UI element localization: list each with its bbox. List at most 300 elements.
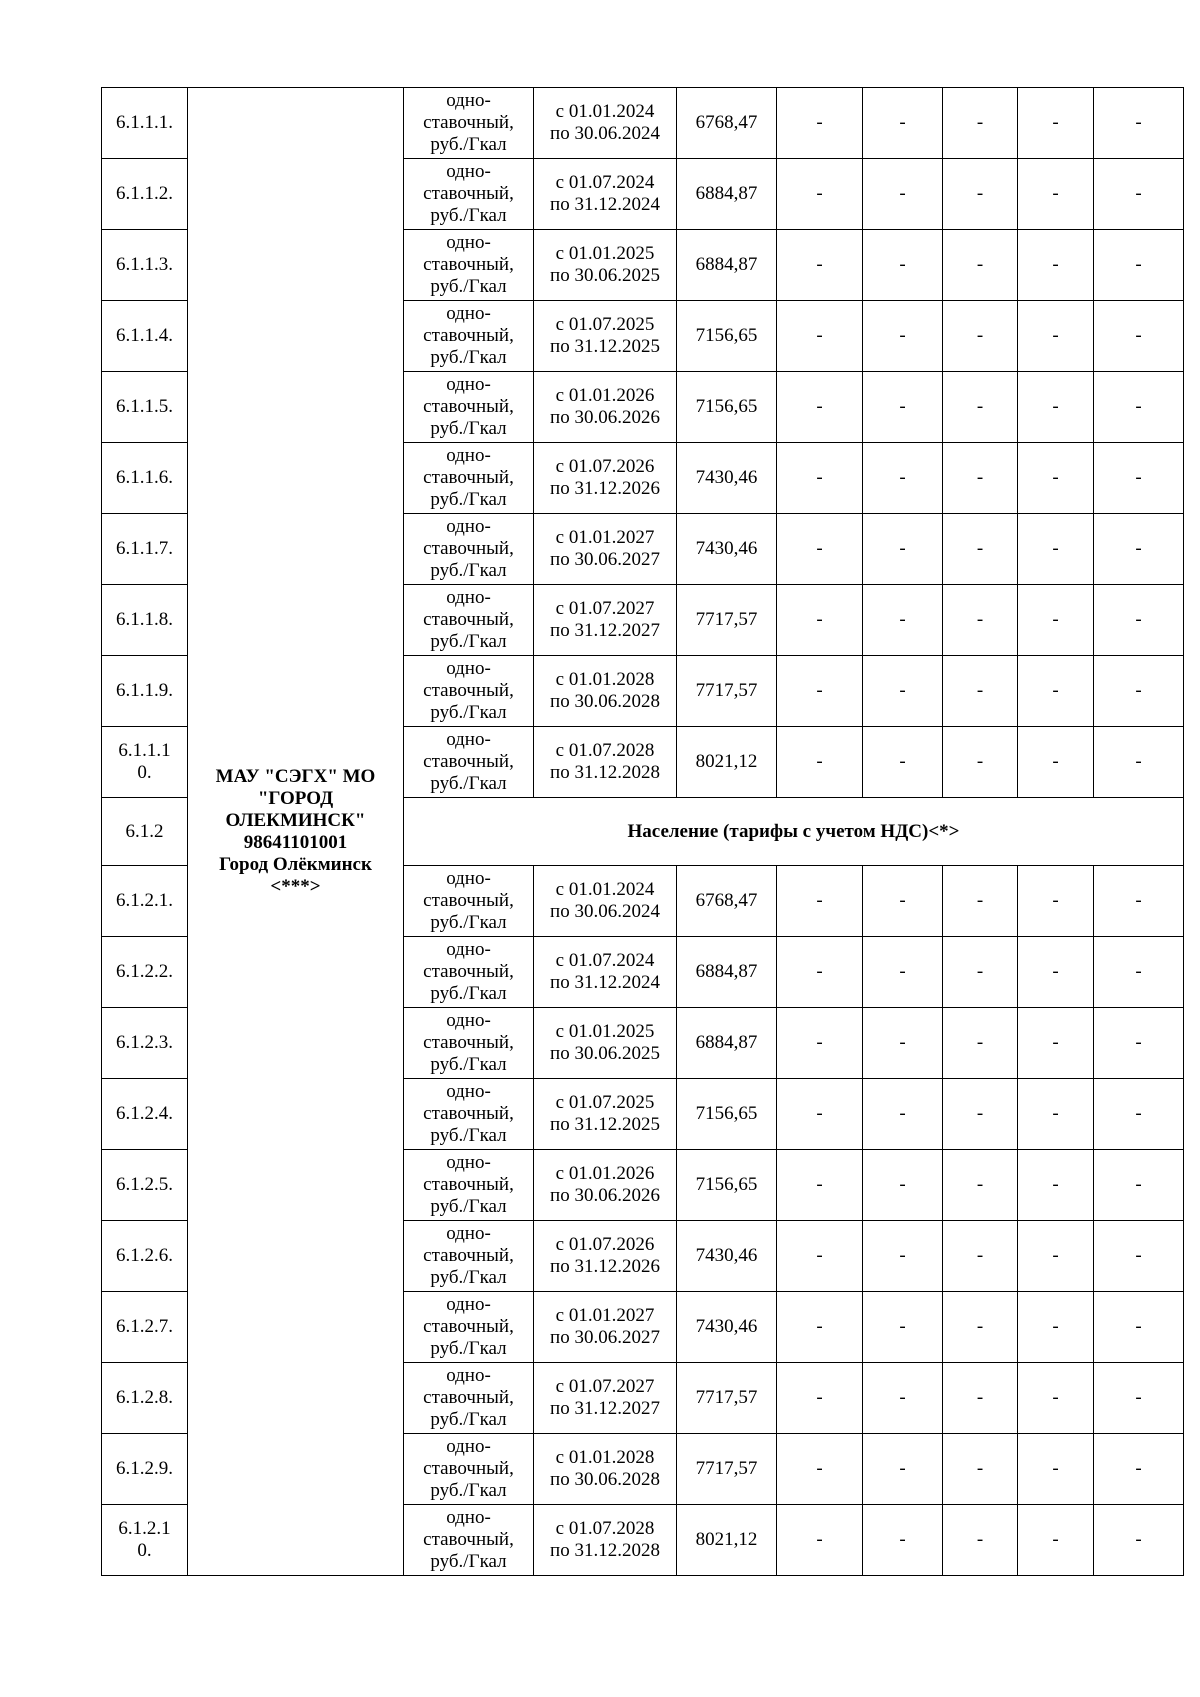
empty-value-dash: - <box>1094 88 1184 159</box>
empty-value-dash: - <box>1018 1363 1094 1434</box>
tariff-type-line: одно- <box>446 303 491 324</box>
empty-value-dash: - <box>1018 372 1094 443</box>
tariff-type-line: одно- <box>446 868 491 889</box>
period-cell <box>534 372 677 443</box>
period-from: с 01.07.2028 <box>555 1518 655 1539</box>
tariff-type-line: руб./Гкал <box>430 418 507 439</box>
tariff-type-line: одно- <box>446 729 491 750</box>
empty-value-dash: - <box>1018 230 1094 301</box>
period-cell <box>534 585 677 656</box>
organization-name-line: Город Олёкминск <box>219 853 372 875</box>
row-number-line: 6.1.1.4. <box>116 325 173 346</box>
tariff-type-line: одно- <box>446 1507 491 1528</box>
tariff-type-cell <box>404 443 534 514</box>
tariff-type-line: ставочный, <box>423 1458 514 1479</box>
row-number-line: 6.1.2.9. <box>116 1458 173 1479</box>
empty-value-dash: - <box>1094 1292 1184 1363</box>
period-from: с 01.01.2025 <box>555 243 655 264</box>
empty-value-dash: - <box>777 372 863 443</box>
empty-value-dash: - <box>943 585 1018 656</box>
empty-value-dash: - <box>777 1363 863 1434</box>
tariff-type-line: руб./Гкал <box>430 773 507 794</box>
row-number <box>102 585 188 656</box>
period-to: по 30.06.2027 <box>550 1327 660 1348</box>
tariff-value: 6768,47 <box>677 88 777 159</box>
empty-value-dash: - <box>1018 1079 1094 1150</box>
empty-value-dash: - <box>1018 1292 1094 1363</box>
tariff-value: 7430,46 <box>677 514 777 585</box>
period-to: по 31.12.2024 <box>550 972 660 993</box>
tariff-type-line: одно- <box>446 658 491 679</box>
row-number-line: 6.1.2.6. <box>116 1245 173 1266</box>
tariff-type-line: одно- <box>446 374 491 395</box>
row-number <box>102 727 188 798</box>
period-from: с 01.01.2028 <box>555 669 655 690</box>
tariff-type-cell <box>404 230 534 301</box>
period-cell <box>534 656 677 727</box>
row-number <box>102 656 188 727</box>
empty-value-dash: - <box>1018 1150 1094 1221</box>
period-cell <box>534 159 677 230</box>
tariff-type-line: одно- <box>446 90 491 111</box>
empty-value-dash: - <box>863 656 943 727</box>
empty-value-dash: - <box>863 301 943 372</box>
tariff-type-line: ставочный, <box>423 1316 514 1337</box>
empty-value-dash: - <box>1094 230 1184 301</box>
period-to: по 31.12.2024 <box>550 194 660 215</box>
empty-value-dash: - <box>943 656 1018 727</box>
period-from: с 01.01.2024 <box>555 879 655 900</box>
empty-value-dash: - <box>1018 301 1094 372</box>
empty-value-dash: - <box>1018 585 1094 656</box>
empty-value-dash: - <box>943 1505 1018 1576</box>
empty-value-dash: - <box>863 1292 943 1363</box>
empty-value-dash: - <box>777 1150 863 1221</box>
period-to: по 30.06.2028 <box>550 691 660 712</box>
empty-value-dash: - <box>863 1505 943 1576</box>
period-from: с 01.07.2025 <box>555 1092 655 1113</box>
empty-value-dash: - <box>777 230 863 301</box>
empty-value-dash: - <box>943 937 1018 1008</box>
tariff-type-line: ставочный, <box>423 961 514 982</box>
empty-value-dash: - <box>943 443 1018 514</box>
tariff-type-cell <box>404 866 534 937</box>
period-to: по 31.12.2028 <box>550 1540 660 1561</box>
row-number-line: 6.1.1.1 <box>118 740 171 761</box>
empty-value-dash: - <box>863 88 943 159</box>
empty-value-dash: - <box>1094 1079 1184 1150</box>
organization-name-line: МАУ "СЭГХ" МО <box>215 765 376 787</box>
row-number <box>102 1505 188 1576</box>
empty-value-dash: - <box>863 937 943 1008</box>
tariff-type-line: ставочный, <box>423 254 514 275</box>
tariff-value: 7156,65 <box>677 372 777 443</box>
row-number-line: 6.1.1.9. <box>116 680 173 701</box>
period-cell <box>534 1434 677 1505</box>
tariff-type-cell <box>404 727 534 798</box>
tariff-type-line: ставочный, <box>423 751 514 772</box>
tariff-value: 6884,87 <box>677 159 777 230</box>
tariff-type-line: руб./Гкал <box>430 1551 507 1572</box>
empty-value-dash: - <box>1018 443 1094 514</box>
row-number-line: 6.1.2.3. <box>116 1032 173 1053</box>
empty-value-dash: - <box>943 1079 1018 1150</box>
tariff-type-line: одно- <box>446 587 491 608</box>
row-number <box>102 514 188 585</box>
empty-value-dash: - <box>777 1008 863 1079</box>
tariff-type-line: ставочный, <box>423 680 514 701</box>
empty-value-dash: - <box>1094 585 1184 656</box>
row-number-line: 6.1.2 <box>125 820 164 842</box>
row-number <box>102 88 188 159</box>
tariff-type-line: руб./Гкал <box>430 983 507 1004</box>
row-number-line: 6.1.2.1. <box>116 890 173 911</box>
tariff-type-line: одно- <box>446 445 491 466</box>
tariff-type-line: руб./Гкал <box>430 1054 507 1075</box>
period-from: с 01.01.2024 <box>555 101 655 122</box>
empty-value-dash: - <box>863 1434 943 1505</box>
row-number-line: 6.1.2.4. <box>116 1103 173 1124</box>
period-cell <box>534 866 677 937</box>
empty-value-dash: - <box>777 1505 863 1576</box>
period-from: с 01.07.2026 <box>555 456 655 477</box>
empty-value-dash: - <box>1018 1505 1094 1576</box>
period-to: по 31.12.2025 <box>550 336 660 357</box>
period-to: по 31.12.2025 <box>550 1114 660 1135</box>
row-number <box>102 230 188 301</box>
organization-cell <box>188 88 404 1576</box>
tariff-type-line: одно- <box>446 1223 491 1244</box>
period-from: с 01.01.2028 <box>555 1447 655 1468</box>
tariff-type-line: руб./Гкал <box>430 134 507 155</box>
period-from: с 01.07.2025 <box>555 314 655 335</box>
tariff-type-line: руб./Гкал <box>430 1480 507 1501</box>
period-to: по 31.12.2027 <box>550 620 660 641</box>
tariff-value: 7156,65 <box>677 1079 777 1150</box>
table-body <box>102 88 1184 1576</box>
empty-value-dash: - <box>1094 727 1184 798</box>
period-to: по 31.12.2028 <box>550 762 660 783</box>
empty-value-dash: - <box>1094 1221 1184 1292</box>
tariff-value: 6884,87 <box>677 937 777 1008</box>
empty-value-dash: - <box>863 1079 943 1150</box>
row-number-line: 6.1.1.2. <box>116 183 173 204</box>
row-number <box>102 443 188 514</box>
tariff-value: 7717,57 <box>677 656 777 727</box>
tariff-type-line: одно- <box>446 232 491 253</box>
period-cell <box>534 88 677 159</box>
tariff-type-line: руб./Гкал <box>430 1409 507 1430</box>
period-to: по 30.06.2027 <box>550 549 660 570</box>
period-from: с 01.07.2024 <box>555 950 655 971</box>
tariff-type-line: руб./Гкал <box>430 347 507 368</box>
row-number <box>102 1221 188 1292</box>
period-cell <box>534 727 677 798</box>
empty-value-dash: - <box>1018 159 1094 230</box>
period-cell <box>534 1079 677 1150</box>
empty-value-dash: - <box>863 372 943 443</box>
period-cell <box>534 230 677 301</box>
tariff-value: 7717,57 <box>677 585 777 656</box>
row-number <box>102 1150 188 1221</box>
empty-value-dash: - <box>777 301 863 372</box>
period-from: с 01.01.2026 <box>555 1163 655 1184</box>
empty-value-dash: - <box>777 1292 863 1363</box>
tariff-type-line: ставочный, <box>423 1174 514 1195</box>
row-number <box>102 1292 188 1363</box>
row-number-line: 0. <box>137 762 152 783</box>
tariff-type-line: ставочный, <box>423 890 514 911</box>
period-from: с 01.01.2026 <box>555 385 655 406</box>
period-from: с 01.07.2024 <box>555 172 655 193</box>
organization-name-line: "ГОРОД <box>257 787 334 809</box>
empty-value-dash: - <box>1018 514 1094 585</box>
empty-value-dash: - <box>943 866 1018 937</box>
row-number <box>102 1008 188 1079</box>
empty-value-dash: - <box>1018 88 1094 159</box>
empty-value-dash: - <box>943 1008 1018 1079</box>
tariff-type-cell <box>404 585 534 656</box>
period-from: с 01.07.2027 <box>555 1376 655 1397</box>
period-to: по 30.06.2026 <box>550 407 660 428</box>
period-cell <box>534 1363 677 1434</box>
tariff-type-line: одно- <box>446 1365 491 1386</box>
tariff-type-line: одно- <box>446 516 491 537</box>
period-from: с 01.01.2025 <box>555 1021 655 1042</box>
period-cell <box>534 443 677 514</box>
row-number-line: 6.1.2.8. <box>116 1387 173 1408</box>
empty-value-dash: - <box>1094 159 1184 230</box>
empty-value-dash: - <box>943 1221 1018 1292</box>
empty-value-dash: - <box>777 514 863 585</box>
empty-value-dash: - <box>863 1221 943 1292</box>
empty-value-dash: - <box>777 443 863 514</box>
empty-value-dash: - <box>943 1292 1018 1363</box>
row-number-line: 6.1.1.5. <box>116 396 173 417</box>
tariff-type-line: ставочный, <box>423 1529 514 1550</box>
period-cell <box>534 1292 677 1363</box>
period-from: с 01.01.2027 <box>555 527 655 548</box>
empty-value-dash: - <box>863 1150 943 1221</box>
row-number-line: 6.1.1.1. <box>116 112 173 133</box>
empty-value-dash: - <box>1018 1008 1094 1079</box>
tariff-type-cell <box>404 1434 534 1505</box>
row-number <box>102 937 188 1008</box>
tariff-type-line: одно- <box>446 161 491 182</box>
tariff-type-line: ставочный, <box>423 325 514 346</box>
organization-name-line: ОЛЕКМИНСК" <box>225 809 366 831</box>
tariff-type-line: одно- <box>446 1081 491 1102</box>
empty-value-dash: - <box>1018 866 1094 937</box>
tariff-value: 7156,65 <box>677 301 777 372</box>
empty-value-dash: - <box>777 585 863 656</box>
organization-name-line: 98641101001 <box>243 831 348 853</box>
tariff-type-line: ставочный, <box>423 183 514 204</box>
period-cell <box>534 1150 677 1221</box>
empty-value-dash: - <box>943 372 1018 443</box>
empty-value-dash: - <box>777 656 863 727</box>
tariff-value: 8021,12 <box>677 1505 777 1576</box>
row-number <box>102 1079 188 1150</box>
empty-value-dash: - <box>1094 1363 1184 1434</box>
tariff-type-line: ставочный, <box>423 538 514 559</box>
organization-name-line: <***> <box>270 875 321 897</box>
period-to: по 30.06.2024 <box>550 123 660 144</box>
tariff-table <box>101 87 1184 1576</box>
empty-value-dash: - <box>1094 301 1184 372</box>
empty-value-dash: - <box>777 727 863 798</box>
empty-value-dash: - <box>777 88 863 159</box>
empty-value-dash: - <box>1094 1150 1184 1221</box>
period-from: с 01.07.2027 <box>555 598 655 619</box>
row-number-line: 6.1.1.8. <box>116 609 173 630</box>
tariff-value: 7717,57 <box>677 1434 777 1505</box>
tariff-type-cell <box>404 1008 534 1079</box>
period-cell <box>534 937 677 1008</box>
empty-value-dash: - <box>1018 727 1094 798</box>
tariff-type-line: руб./Гкал <box>430 1338 507 1359</box>
empty-value-dash: - <box>1094 937 1184 1008</box>
tariff-type-cell <box>404 372 534 443</box>
tariff-value: 6884,87 <box>677 230 777 301</box>
row-number <box>102 798 188 866</box>
empty-value-dash: - <box>943 159 1018 230</box>
row-number <box>102 301 188 372</box>
empty-value-dash: - <box>1018 656 1094 727</box>
empty-value-dash: - <box>777 159 863 230</box>
tariff-type-line: ставочный, <box>423 396 514 417</box>
empty-value-dash: - <box>943 1363 1018 1434</box>
empty-value-dash: - <box>1094 372 1184 443</box>
empty-value-dash: - <box>1018 1221 1094 1292</box>
period-to: по 30.06.2024 <box>550 901 660 922</box>
empty-value-dash: - <box>863 866 943 937</box>
empty-value-dash: - <box>943 88 1018 159</box>
tariff-type-line: одно- <box>446 1010 491 1031</box>
tariff-value: 7430,46 <box>677 1221 777 1292</box>
tariff-type-cell <box>404 1363 534 1434</box>
tariff-type-line: руб./Гкал <box>430 1125 507 1146</box>
period-from: с 01.07.2028 <box>555 740 655 761</box>
empty-value-dash: - <box>1018 1434 1094 1505</box>
tariff-type-line: ставочный, <box>423 609 514 630</box>
row-number-line: 0. <box>137 1540 152 1561</box>
tariff-value: 7430,46 <box>677 1292 777 1363</box>
period-from: с 01.07.2026 <box>555 1234 655 1255</box>
empty-value-dash: - <box>777 1079 863 1150</box>
empty-value-dash: - <box>943 514 1018 585</box>
row-number-line: 6.1.2.7. <box>116 1316 173 1337</box>
tariff-type-line: ставочный, <box>423 1387 514 1408</box>
empty-value-dash: - <box>1018 937 1094 1008</box>
tariff-type-cell <box>404 1150 534 1221</box>
tariff-type-line: руб./Гкал <box>430 912 507 933</box>
empty-value-dash: - <box>1094 443 1184 514</box>
tariff-value: 6768,47 <box>677 866 777 937</box>
tariff-type-line: руб./Гкал <box>430 276 507 297</box>
period-to: по 31.12.2026 <box>550 1256 660 1277</box>
tariff-type-cell <box>404 159 534 230</box>
period-to: по 30.06.2026 <box>550 1185 660 1206</box>
tariff-type-cell <box>404 88 534 159</box>
tariff-type-line: ставочный, <box>423 1103 514 1124</box>
period-to: по 30.06.2025 <box>550 265 660 286</box>
row-number-line: 6.1.2.5. <box>116 1174 173 1195</box>
empty-value-dash: - <box>777 866 863 937</box>
empty-value-dash: - <box>943 1434 1018 1505</box>
empty-value-dash: - <box>863 1363 943 1434</box>
empty-value-dash: - <box>1094 656 1184 727</box>
tariff-type-cell <box>404 1292 534 1363</box>
period-cell <box>534 1221 677 1292</box>
empty-value-dash: - <box>1094 866 1184 937</box>
tariff-type-line: руб./Гкал <box>430 1267 507 1288</box>
tariff-value: 7717,57 <box>677 1363 777 1434</box>
tariff-type-line: ставочный, <box>423 1245 514 1266</box>
section-title: Население (тарифы с учетом НДС)<*> <box>404 798 1184 866</box>
tariff-type-line: руб./Гкал <box>430 205 507 226</box>
tariff-type-line: ставочный, <box>423 112 514 133</box>
empty-value-dash: - <box>863 585 943 656</box>
tariff-type-line: руб./Гкал <box>430 702 507 723</box>
empty-value-dash: - <box>943 1150 1018 1221</box>
period-cell <box>534 1505 677 1576</box>
tariff-type-line: одно- <box>446 1294 491 1315</box>
tariff-type-line: одно- <box>446 939 491 960</box>
tariff-type-cell <box>404 301 534 372</box>
empty-value-dash: - <box>943 727 1018 798</box>
period-cell <box>534 1008 677 1079</box>
row-number-line: 6.1.1.7. <box>116 538 173 559</box>
tariff-type-line: руб./Гкал <box>430 1196 507 1217</box>
empty-value-dash: - <box>863 727 943 798</box>
row-number-line: 6.1.1.3. <box>116 254 173 275</box>
row-number <box>102 866 188 937</box>
empty-value-dash: - <box>1094 1008 1184 1079</box>
empty-value-dash: - <box>777 1221 863 1292</box>
tariff-type-cell <box>404 1221 534 1292</box>
empty-value-dash: - <box>943 230 1018 301</box>
tariff-value: 6884,87 <box>677 1008 777 1079</box>
empty-value-dash: - <box>1094 514 1184 585</box>
empty-value-dash: - <box>777 937 863 1008</box>
tariff-type-line: руб./Гкал <box>430 489 507 510</box>
period-to: по 31.12.2026 <box>550 478 660 499</box>
tariff-type-cell <box>404 656 534 727</box>
empty-value-dash: - <box>863 443 943 514</box>
row-number <box>102 372 188 443</box>
tariff-type-line: руб./Гкал <box>430 560 507 581</box>
tariff-type-line: ставочный, <box>423 467 514 488</box>
row-number-line: 6.1.1.6. <box>116 467 173 488</box>
table-row <box>102 88 1184 159</box>
empty-value-dash: - <box>777 1434 863 1505</box>
tariff-value: 7156,65 <box>677 1150 777 1221</box>
empty-value-dash: - <box>863 159 943 230</box>
empty-value-dash: - <box>943 301 1018 372</box>
empty-value-dash: - <box>1094 1434 1184 1505</box>
tariff-value: 7430,46 <box>677 443 777 514</box>
tariff-value: 8021,12 <box>677 727 777 798</box>
empty-value-dash: - <box>863 514 943 585</box>
tariff-type-cell <box>404 1505 534 1576</box>
row-number <box>102 1434 188 1505</box>
tariff-type-line: одно- <box>446 1436 491 1457</box>
tariff-type-cell <box>404 937 534 1008</box>
row-number-line: 6.1.2.1 <box>118 1518 171 1539</box>
row-number <box>102 159 188 230</box>
empty-value-dash: - <box>863 1008 943 1079</box>
